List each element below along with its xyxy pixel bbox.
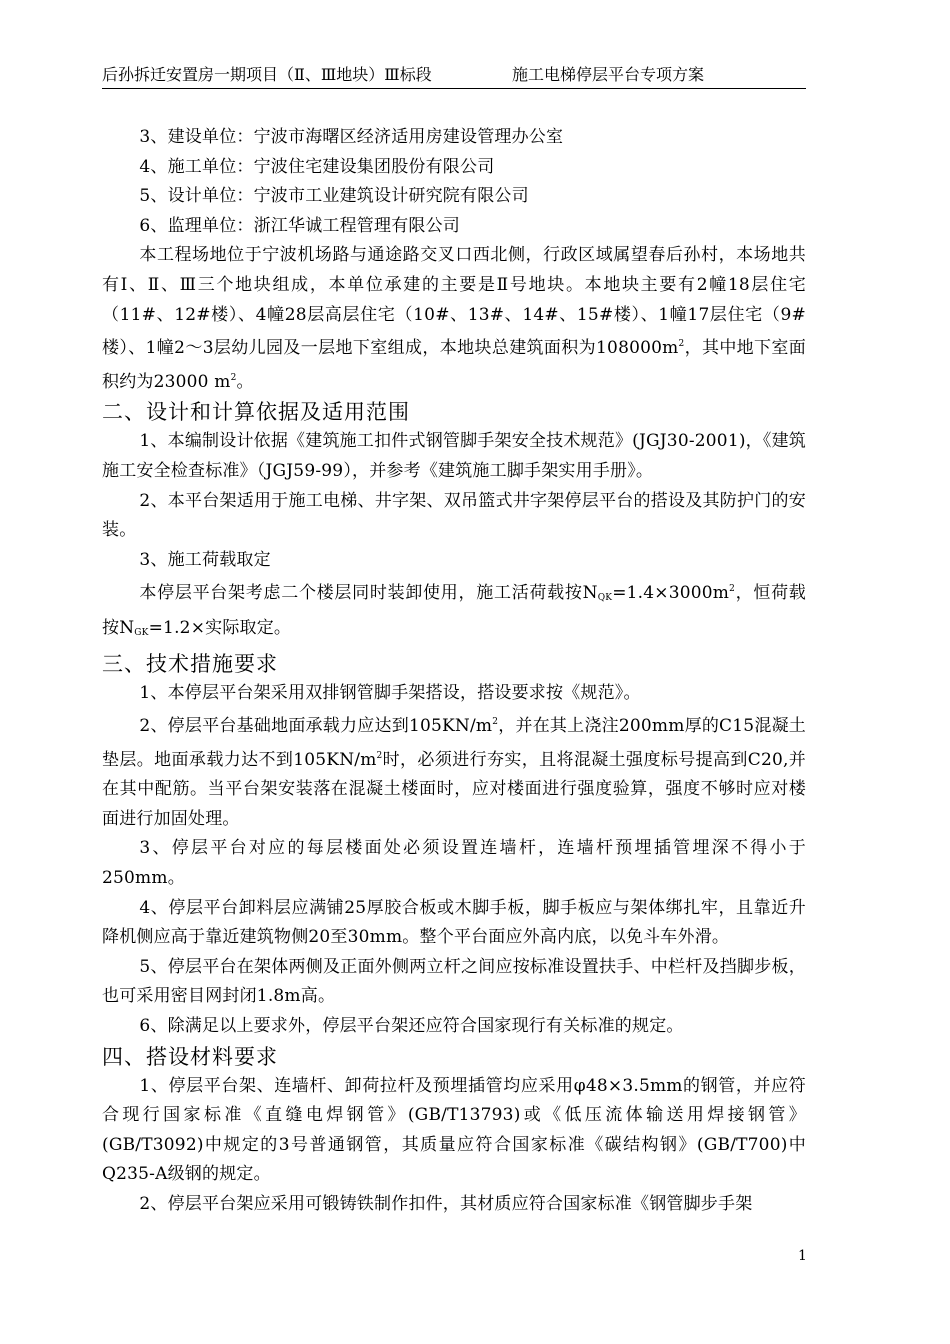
paragraph-supervision-unit: 6、监理单位：浙江华诚工程管理有限公司 bbox=[139, 215, 461, 236]
section-heading-3: 三、技术措施要求 bbox=[102, 651, 278, 676]
paragraph-material-2: 2、停层平台架应采用可锻铸铁制作扣件，其材质应符合国家标准《钢管脚步手架 bbox=[139, 1194, 753, 1214]
paragraph-site-description: 本工程场地位于宁波机场路与通途路交叉口西北侧，行政区域属望春后孙村，本场地共有Ⅰ、Ⅱ、Ⅲ三个地块组成，本单位承建的主要是Ⅱ号地块。本地块主要有2幢18层住宅（11#、12#楼）、4幢28层高层住宅（10#、13#、14#、15#楼）、1幢17层住宅（9#楼）、1幢2～3层幼儿园及一层地下室组成，本地块总建筑面积为$108000m^2$，其中地下室面积约为23000 $m^2$。 bbox=[102, 245, 806, 392]
document-body bbox=[102, 123, 806, 1220]
paragraph-design-basis: 1、本编制设计依据《建筑施工扣件式钢管脚手架安全技术规范》(JGJ30-2001)，《建筑施工安全检查标准》（JGJ59-99），并参考《建筑施工脚手架实用手册》。 bbox=[102, 431, 806, 481]
page-header bbox=[102, 64, 806, 89]
paragraph-load-values: 本停层平台架考虑二个楼层同时装卸使用，施工活荷载按$N_{QK}=1.4\times 3000m^2$，恒荷载按$N_{GK}=1.2\times$实际取定。 bbox=[102, 583, 806, 638]
paragraph-builder-unit: 4、施工单位：宁波住宅建设集团股份有限公司 bbox=[139, 156, 495, 177]
page-number: 1 bbox=[798, 1248, 807, 1264]
paragraph-measure-6: 6、除满足以上要求外，停层平台架还应符合国家现行有关标准的规定。 bbox=[139, 1016, 684, 1037]
paragraph-measure-5: 5、停层平台在架体两侧及正面外侧两立杆之间应按标准设置扶手、中栏杆及挡脚步板，也可采用密目网封闭1.8m高。 bbox=[102, 956, 806, 1007]
paragraph-measure-3: 3、停层平台对应的每层楼面处必须设置连墙杆，连墙杆预埋插管埋深不得小于250mm。 bbox=[102, 838, 806, 889]
paragraph-measure-1: 1、本停层平台架采用双排钢管脚手架搭设，搭设要求按《规范》。 bbox=[139, 682, 641, 703]
header-project-title: 后孙拆迁安置房一期项目（Ⅱ、Ⅲ地块）Ⅲ标段 bbox=[102, 65, 432, 84]
paragraph-measure-2: 2、停层平台基础地面承载力应达到$105KN/m^2$，并在其上浇注200mm厚的C15混凝土垫层。地面承载力达不到$105KN/m^2$时，必须进行夯实，且将混凝土强度标号提高到C20,并在其中配筋。当平台架安装落在混凝土楼面时，应对楼面进行强度验算，强度不够时应对楼面进行加固处理。 bbox=[102, 716, 807, 829]
section-heading-4: 四、搭设材料要求 bbox=[102, 1044, 278, 1069]
paragraph-scope: 2、本平台架适用于施工电梯、井字架、双吊篮式井字架停层平台的搭设及其防护门的安装。 bbox=[102, 490, 806, 541]
section-heading-2: 二、设计和计算依据及适用范围 bbox=[102, 400, 410, 425]
paragraph-material-1: 1、停层平台架、连墙杆、卸荷拉杆及预埋插管均应采用φ48×3.5mm的钢管，并应符合现行国家标准《直缝电焊钢管》(GB/T13793)或《低压流体输送用焊接钢管》(GB/T3092)中规定的3号普通钢管，其质量应符合国家标准《碳结构钢》(GB/T700)中Q235-A级钢的规定。 bbox=[102, 1075, 806, 1185]
header-document-title: 施工电梯停层平台专项方案 bbox=[512, 65, 705, 84]
paragraph-measure-4: 4、停层平台卸料层应满铺25厚胶合板或木脚手板，脚手板应与架体绑扎牢，且靠近升降机侧应高于靠近建筑物侧20至30mm。整个平台面应外高内底，以免斗车外滑。 bbox=[102, 897, 806, 948]
paragraph-construction-unit: 3、建设单位：宁波市海曙区经济适用房建设管理办公室 bbox=[139, 127, 564, 147]
paragraph-design-unit: 5、设计单位：宁波市工业建筑设计研究院有限公司 bbox=[139, 186, 529, 207]
paragraph-load-heading: 3、施工荷载取定 bbox=[139, 549, 271, 570]
